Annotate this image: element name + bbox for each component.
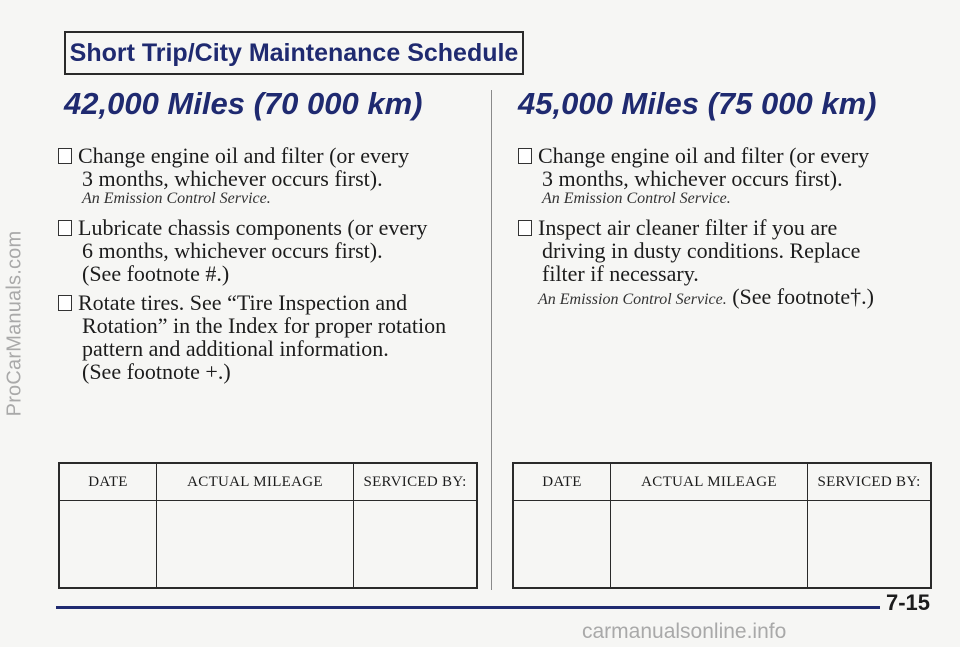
- right-emission-note: An Emission Control Service.: [542, 190, 731, 207]
- item-line: Change engine oil and filter (or every: [78, 143, 410, 168]
- header-serviced-by: SERVICED BY:: [808, 463, 932, 501]
- date-cell[interactable]: [513, 501, 611, 589]
- item-line: 6 months, whichever occurs first).: [82, 238, 383, 263]
- bottom-watermark: carmanualsonline.info: [582, 620, 787, 643]
- header-date: DATE: [513, 463, 611, 501]
- footnote-text: (See footnote†.): [726, 284, 874, 309]
- side-watermark-text: ProCarManuals.com: [3, 230, 26, 417]
- footer-rule: [56, 606, 880, 609]
- right-item-oil-change: [518, 144, 918, 190]
- left-item-rotate-tires: [58, 291, 478, 383]
- left-item-oil-change: [58, 144, 478, 190]
- serviced-by-cell[interactable]: [354, 501, 478, 589]
- item-line: (See footnote +.): [82, 359, 231, 384]
- emission-note-text: An Emission Control Service.: [538, 291, 727, 308]
- item-line: pattern and additional information.: [82, 336, 389, 361]
- left-item-lubricate: [58, 216, 478, 285]
- right-item-air-cleaner: [518, 216, 918, 285]
- item-line: Change engine oil and filter (or every: [538, 143, 870, 168]
- left-column-title: 42,000 Miles (70 000 km): [64, 86, 423, 121]
- column-divider: [491, 90, 492, 590]
- item-line: driving in dusty conditions. Replace: [542, 238, 861, 263]
- item-line: 3 months, whichever occurs first).: [542, 166, 843, 191]
- right-emission-footnote: [538, 285, 874, 311]
- date-cell[interactable]: [59, 501, 157, 589]
- header-actual-mileage: ACTUAL MILEAGE: [611, 463, 808, 501]
- side-watermark: [2, 0, 28, 647]
- section-header: [64, 31, 524, 75]
- mileage-cell[interactable]: [157, 501, 354, 589]
- item-line: Inspect air cleaner filter if you are: [538, 215, 838, 240]
- left-emission-note: An Emission Control Service.: [82, 190, 271, 207]
- page-number: 7-15: [886, 590, 931, 615]
- item-line: filter if necessary.: [542, 261, 699, 286]
- right-service-log-table: [512, 462, 932, 589]
- header-actual-mileage: ACTUAL MILEAGE: [157, 463, 354, 501]
- item-line: Lubricate chassis components (or every: [78, 215, 428, 240]
- item-line: Rotate tires. See “Tire Inspection and: [78, 290, 408, 315]
- mileage-cell[interactable]: [611, 501, 808, 589]
- left-service-log-table: [58, 462, 478, 589]
- checkbox[interactable]: [518, 220, 532, 236]
- right-column-title: 45,000 Miles (75 000 km): [518, 86, 877, 121]
- serviced-by-cell[interactable]: [808, 501, 932, 589]
- checkbox[interactable]: [58, 148, 72, 164]
- header-date: DATE: [59, 463, 157, 501]
- checkbox[interactable]: [58, 295, 72, 311]
- section-header-title: Short Trip/City Maintenance Schedule: [69, 38, 519, 67]
- item-line: 3 months, whichever occurs first).: [82, 166, 383, 191]
- item-line: Rotation” in the Index for proper rotation: [82, 313, 447, 338]
- checkbox[interactable]: [518, 148, 532, 164]
- checkbox[interactable]: [58, 220, 72, 236]
- item-line: (See footnote #.): [82, 261, 230, 286]
- header-serviced-by: SERVICED BY:: [354, 463, 478, 501]
